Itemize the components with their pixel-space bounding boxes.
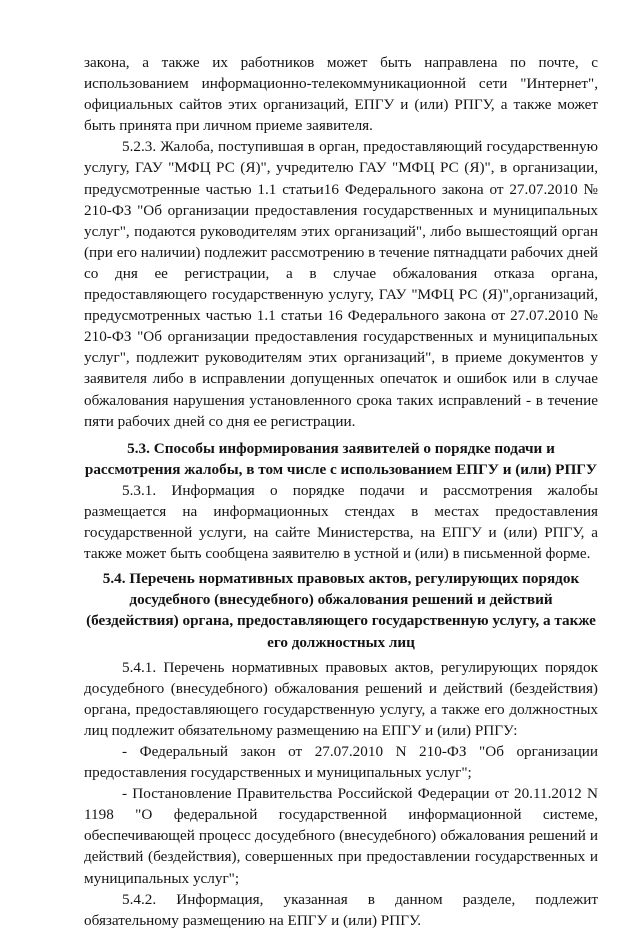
list-item-federal-law: - Федеральный закон от 27.07.2010 N 210-ФЗ "Об организации предоставления государственных и муниципальных услуг"; <box>84 743 598 782</box>
section-heading-5-3: 5.3. Способы информирования заявителей о порядке подачи и рассмотрения жалобы, в том числе с использованием ЕПГУ и (или) РПГУ <box>84 439 598 478</box>
document-body <box>84 52 598 931</box>
section-heading-5-4: 5.4. Перечень нормативных правовых актов, регулирующих порядок досудебного (внесудебного) обжалования решений и действий (бездействия) органа, предоставляющего государственную услугу, а также его должностных лиц <box>86 570 596 651</box>
paragraph-5-2-3: 5.2.3. Жалоба, поступившая в орган, предоставляющий государственную услугу, ГАУ "МФЦ РС (Я)", учредителю ГАУ "МФЦ РС (Я)", в организации, предусмотренные частью 1.1 статьи16 Федерального закона от 27.07.2010 № 210-ФЗ "Об организации предоставления государственных и муниципальных услуг", подаются руководителям этих организаций", либо вышестоящий орган (при его наличии) подлежит рассмотрению в течение пятнадцати рабочих дней со дня ее регистрации, а в случае обжалования отказа органа, предоставляющего государственную услугу, ГАУ "МФЦ РС (Я)",организаций, предусмотренных частью 1.1 статьи 16 Федерального закона от 27.07.2010 № 210-ФЗ "Об организации предоставления государственных и муниципальных услуг", подлежит руководителям этих организаций", в приеме документов у заявителя либо в исправлении допущенных опечаток и ошибок или в случае обжалования нарушения установленного срока таких исправлений - в течение пяти рабочих дней со дня ее регистрации. <box>84 138 598 430</box>
paragraph-5-4-1: 5.4.1. Перечень нормативных правовых актов, регулирующих порядок досудебного (внесудебного) обжалования решений и действий (бездействия) органа, предоставляющего государственную услугу, а также его должностных лиц подлежит обязательному размещению на ЕПГУ и (или) РПГУ: <box>84 658 598 739</box>
paragraph-continuation: закона, а также их работников может быть направлена по почте, с использованием информационно-телекоммуникационной сети "Интернет", официальных сайтов этих организаций, ЕПГУ и (или) РПГУ, а также может быть принята при личном приеме заявителя. <box>84 54 598 135</box>
paragraph-5-4-2: 5.4.2. Информация, указанная в данном разделе, подлежит обязательному размещению на ЕПГУ и (или) РПГУ. <box>84 890 598 929</box>
list-item-government-decree: - Постановление Правительства Российской Федерации от 20.11.2012 N 1198 "О федеральной государственной информационной системе, обеспечивающей процесс досудебного (внесудебного) обжалования решений и действий (бездействия), совершенных при предоставлении государственных и муниципальных услуг"; <box>84 785 598 887</box>
paragraph-5-3-1: 5.3.1. Информация о порядке подачи и рассмотрения жалобы размещается на информационных стендах в местах предоставления государственной услуги, на сайте Министерства, на ЕПГУ и (или) РПГУ, а также может быть сообщена заявителю в устной и (или) в письменной форме. <box>84 481 598 563</box>
